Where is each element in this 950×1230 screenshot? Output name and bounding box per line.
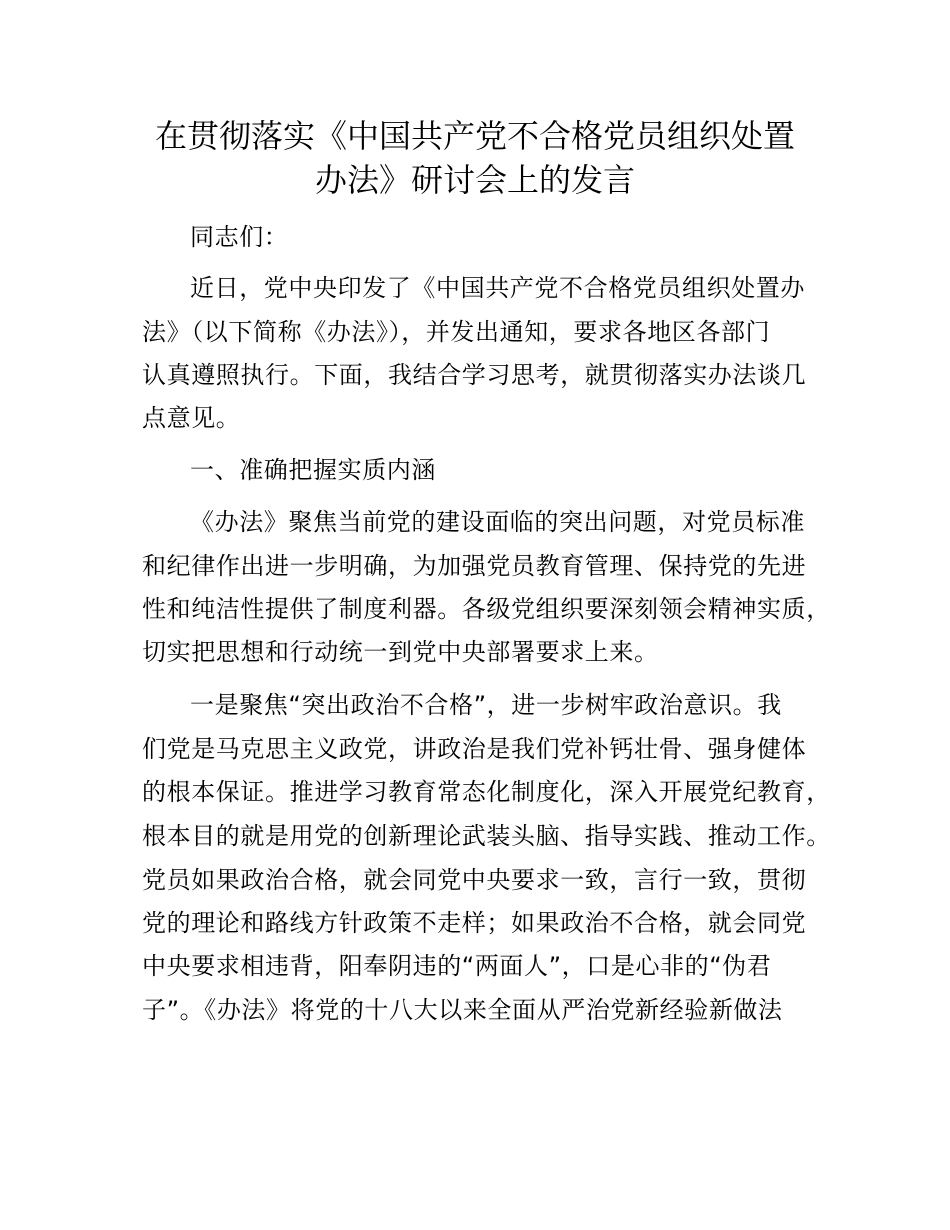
document-title-line-1: 在贯彻落实《中国共产党不合格党员组织处置	[154, 117, 795, 155]
paragraph-line: 性和纯洁性提供了制度利器。各级党组织要深刻领会精神实质，	[142, 595, 831, 623]
salutation: 同志们：	[190, 223, 289, 251]
section-heading: 一、准确把握实质内涵	[190, 456, 436, 484]
paragraph-line: 切实把思想和行动统一到党中央部署要求上来。	[142, 638, 659, 666]
paragraph-line: 认真遵照执行。下面，我结合学习思考，就贯彻落实办法谈几	[142, 361, 807, 389]
paragraph-line: 一是聚焦“突出政治不合格”，进一步树牢政治意识。我	[190, 691, 782, 719]
paragraph-line: 法》（以下简称《办法》），并发出通知，要求各地区各部门	[142, 318, 771, 346]
paragraph-line: 和纪律作出进一步明确，为加强党员教育管理、保持党的先进	[142, 552, 807, 580]
paragraph-line: 党的理论和路线方针政策不走样；如果政治不合格，就会同党	[142, 909, 807, 937]
paragraph-line: 根本目的就是用党的创新理论武装头脑、指导实践、推动工作。	[142, 822, 831, 850]
paragraph-line: 中央要求相违背，阳奉阴违的“两面人”，口是心非的“伪君	[142, 952, 772, 980]
paragraph-line: 点意见。	[142, 404, 241, 432]
paragraph-line: 子”。《办法》将党的十八大以来全面从严治党新经验新做法	[142, 996, 783, 1024]
document-title-line-2: 办法》研讨会上的发言	[314, 161, 635, 199]
paragraph-line: 党员如果政治合格，就会同党中央要求一致，言行一致，贯彻	[142, 866, 807, 894]
paragraph-line: 的根本保证。推进学习教育常态化制度化，深入开展党纪教育，	[142, 778, 831, 806]
paragraph-line: 近日，党中央印发了《中国共产党不合格党员组织处置办	[190, 274, 805, 302]
paragraph-line: 们党是马克思主义政党，讲政治是我们党补钙壮骨、强身健体	[142, 735, 807, 763]
paragraph-line: 《办法》聚焦当前党的建设面临的突出问题，对党员标准	[190, 508, 805, 536]
